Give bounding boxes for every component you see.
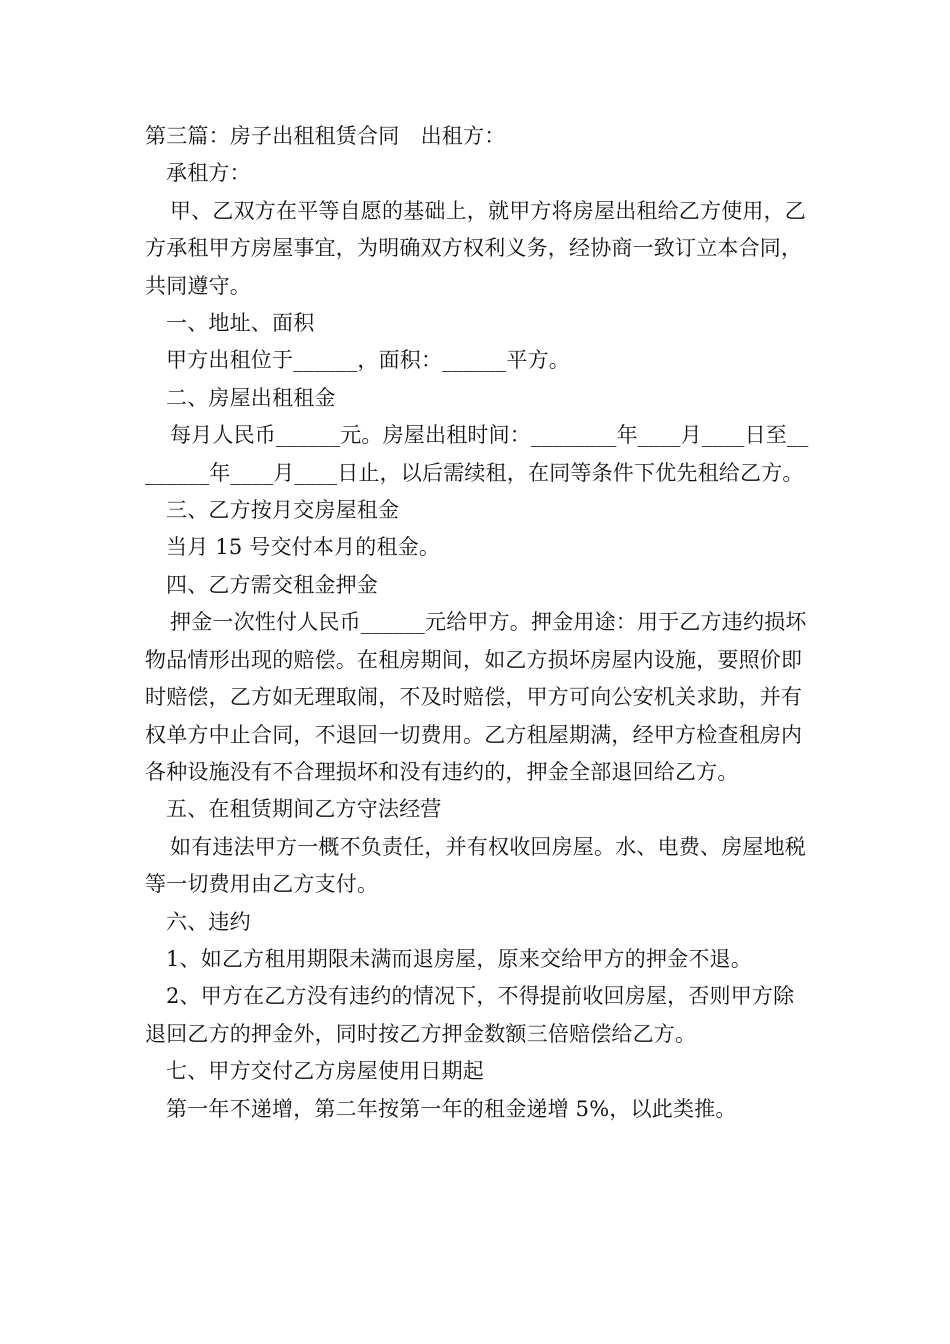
- section-heading: 六、违约: [166, 909, 251, 934]
- section-heading: 一、地址、面积: [166, 311, 315, 336]
- section-body: 甲方出租位于______，面积：______平方。: [166, 348, 570, 373]
- section-heading: 二、房屋出租租金: [166, 385, 336, 410]
- list-item: 1、如乙方租用期限未满而退房屋，原来交给甲方的押金不退。: [166, 946, 752, 971]
- section-body: 第一年不递增，第二年按第一年的租金递增 5%，以此类推。: [166, 1096, 737, 1121]
- section-heading: 三、乙方按月交房屋租金: [166, 498, 400, 523]
- section-heading: 七、甲方交付乙方房屋使用日期起: [166, 1059, 484, 1084]
- section-body: 当月 15 号交付本月的租金。: [166, 535, 441, 560]
- section-body: 押金一次性付人民币______元给甲方。押金用途：用于乙方违约损坏物品情形出现的赔偿。在租房期间，如乙方损坏房屋内设施，要照价即时赔偿，乙方如无理取闹，不及时赔偿，甲方可向公安机关求助，并有权单方中止合同，不退回一切费用。乙方租屋期满，经甲方检查租房内各种设施没有不合理损坏和没有违约的，押金全部退回给乙方。: [145, 610, 807, 784]
- contract-text: [145, 118, 810, 1128]
- section-heading: 五、在租赁期间乙方守法经营: [166, 797, 442, 822]
- list-item: 2、甲方在乙方没有违约的情况下，不得提前收回房屋，否则甲方除退回乙方的押金外，同时按乙方押金数额三倍赔偿给乙方。: [145, 984, 795, 1046]
- section-body: 如有违法甲方一概不负责任，并有权收回房屋。水、电费、房屋地税等一切费用由乙方支付。: [145, 834, 806, 897]
- document-title-line: 第三篇：房子出租租赁合同 出租方：: [145, 124, 506, 148]
- intro-paragraph: 甲、乙双方在平等自愿的基础上，就甲方将房屋出租给乙方使用，乙方承租甲方房屋事宜，为明确双方权利义务，经协商一致订立本合同，共同遵守。: [145, 198, 806, 298]
- lessee-line: 承租方：: [166, 161, 251, 186]
- section-heading: 四、乙方需交租金押金: [166, 572, 378, 597]
- section-body: 每月人民币______元。房屋出租时间：________年____月____日至________年____月____日止，以后需续租，在同等条件下优先租给乙方。: [145, 423, 809, 485]
